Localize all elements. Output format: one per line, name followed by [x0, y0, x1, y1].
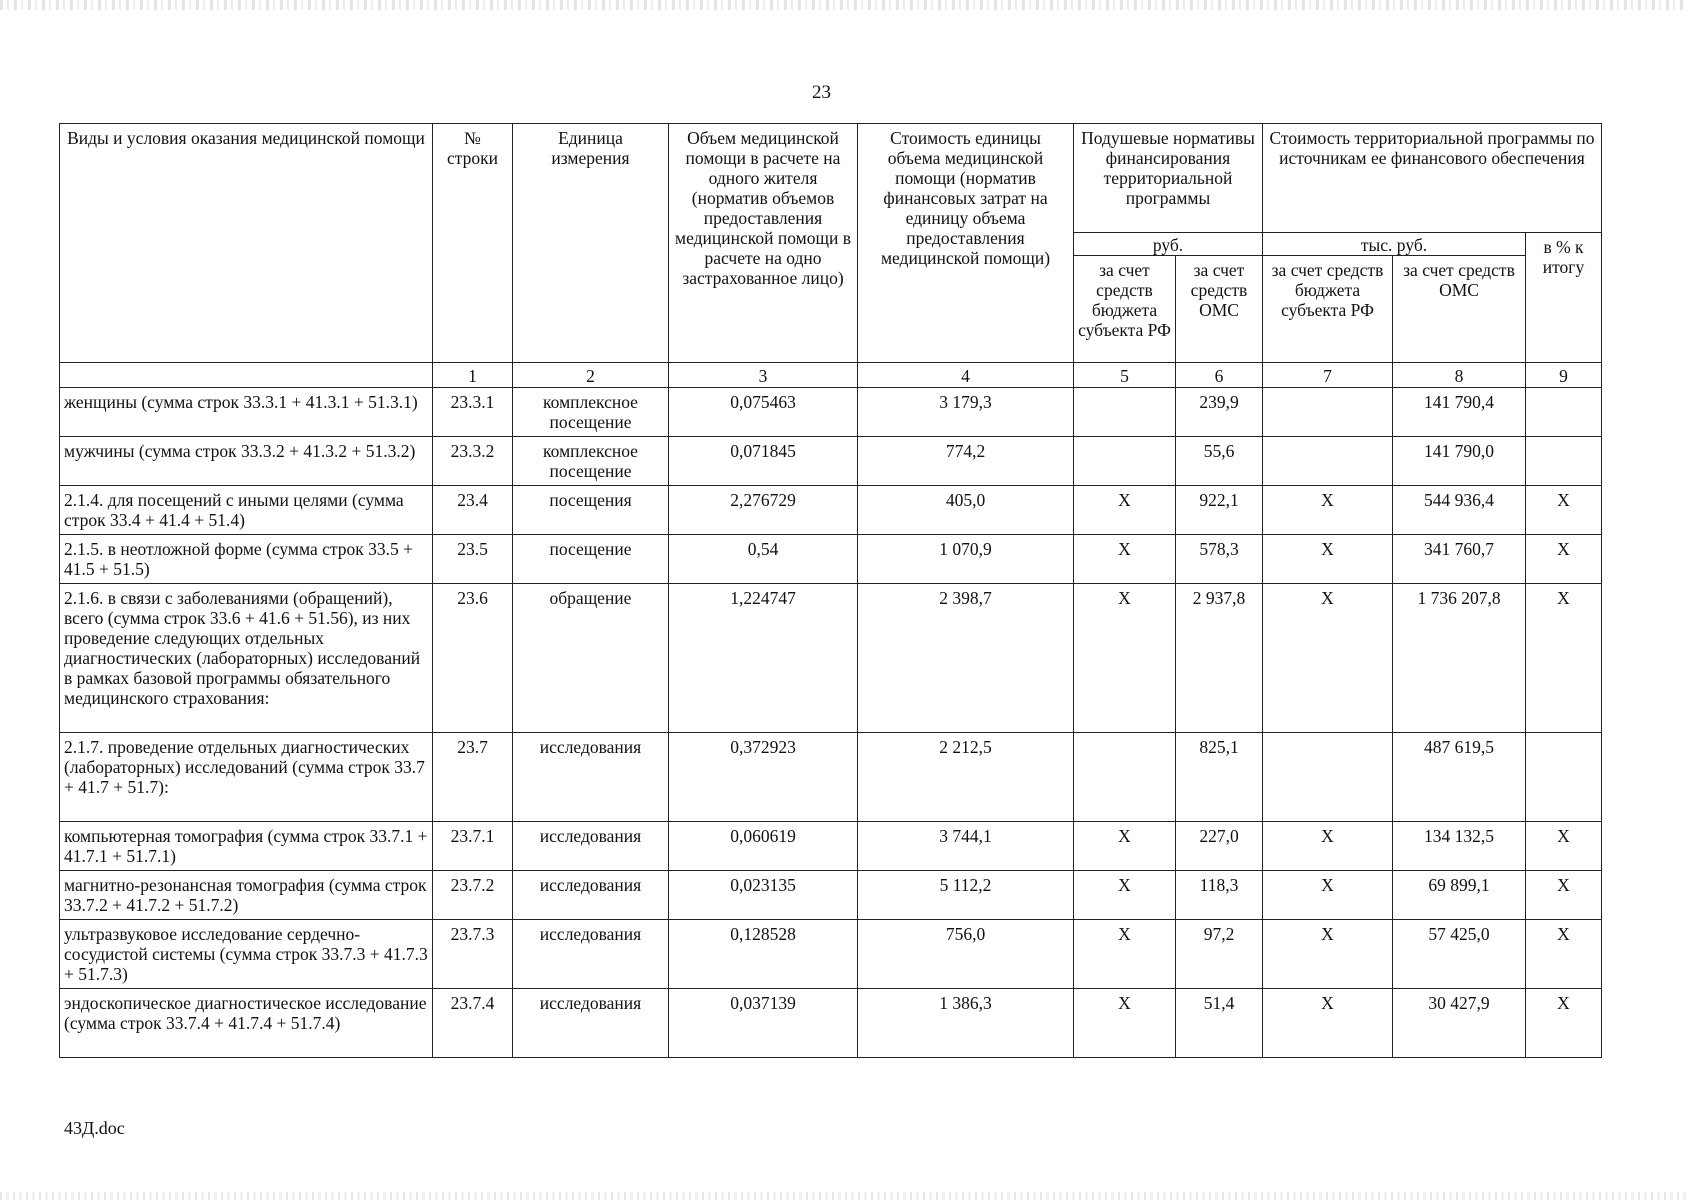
cell-care-type: женщины (сумма строк 33.3.1 + 41.3.1 + 51.3.1) — [60, 388, 433, 437]
cell-volume: 0,060619 — [669, 822, 858, 871]
cell-unit-cost: 756,0 — [858, 920, 1074, 989]
cell-percent: X — [1526, 584, 1602, 733]
header-unit-cost: Стоимость единицы объема медицинской помощи (норматив финансовых затрат на единицу объема предоставления медицинской помощи) — [858, 124, 1074, 363]
cell-unit: исследования — [513, 920, 669, 989]
cell-line: 23.7.3 — [433, 920, 513, 989]
cell-line: 23.4 — [433, 486, 513, 535]
cell-care-type: компьютерная томография (сумма строк 33.7.1 + 41.7.1 + 51.7.1) — [60, 822, 433, 871]
table-row — [60, 535, 1602, 584]
cell-volume: 2,276729 — [669, 486, 858, 535]
cell-line: 23.7 — [433, 733, 513, 822]
cell-budget-total — [1263, 733, 1393, 822]
cell-unit: комплексное посещение — [513, 437, 669, 486]
cell-percent: X — [1526, 989, 1602, 1058]
cell-line: 23.6 — [433, 584, 513, 733]
cell-unit-cost: 774,2 — [858, 437, 1074, 486]
cell-line: 23.7.1 — [433, 822, 513, 871]
cell-care-type: 2.1.4. для посещений с иными целями (сумма строк 33.4 + 41.4 + 51.4) — [60, 486, 433, 535]
cell-budget: X — [1074, 486, 1176, 535]
column-number: 9 — [1526, 363, 1602, 388]
cell-care-type: мужчины (сумма строк 33.3.2 + 41.3.2 + 51.3.2) — [60, 437, 433, 486]
header-thousand-rub: тыс. руб. — [1263, 233, 1526, 256]
cell-oms: 578,3 — [1176, 535, 1263, 584]
column-number: 8 — [1393, 363, 1526, 388]
cell-budget — [1074, 437, 1176, 486]
cell-care-type: 2.1.5. в неотложной форме (сумма строк 33.5 + 41.5 + 51.5) — [60, 535, 433, 584]
header-oms-cost: за счет средств ОМС — [1393, 256, 1526, 363]
cell-unit-cost: 1 070,9 — [858, 535, 1074, 584]
cell-oms: 825,1 — [1176, 733, 1263, 822]
cell-unit: обращение — [513, 584, 669, 733]
header-care-types: Виды и условия оказания медицинской помощи — [60, 124, 433, 363]
header-budget-rf-cost: за счет средств бюджета субъекта РФ — [1263, 256, 1393, 363]
cell-oms-total: 341 760,7 — [1393, 535, 1526, 584]
cell-budget-total — [1263, 437, 1393, 486]
cell-oms: 922,1 — [1176, 486, 1263, 535]
cell-budget: X — [1074, 989, 1176, 1058]
cell-unit-cost: 1 386,3 — [858, 989, 1074, 1058]
cell-percent: X — [1526, 535, 1602, 584]
cell-care-type: 2.1.6. в связи с заболеваниями (обращений), всего (сумма строк 33.6 + 41.6 + 51.56), из них проведение следующих отдельных диагностических (лабораторных) исследований в рамках базовой программы обязательного медицинского страхования: — [60, 584, 433, 733]
cell-line: 23.5 — [433, 535, 513, 584]
column-number-row — [60, 363, 1602, 388]
cell-oms-total: 487 619,5 — [1393, 733, 1526, 822]
cell-unit-cost: 2 212,5 — [858, 733, 1074, 822]
scan-edge-bottom — [0, 1192, 1686, 1200]
cell-budget: X — [1074, 584, 1176, 733]
cell-oms-total: 57 425,0 — [1393, 920, 1526, 989]
header-rub: руб. — [1074, 233, 1263, 256]
cell-unit: посещения — [513, 486, 669, 535]
cell-budget-total: X — [1263, 871, 1393, 920]
cell-budget-total: X — [1263, 535, 1393, 584]
cell-care-type: магнитно-резонансная томография (сумма строк 33.7.2 + 41.7.2 + 51.7.2) — [60, 871, 433, 920]
column-number — [60, 363, 433, 388]
cell-line: 23.3.2 — [433, 437, 513, 486]
column-number: 3 — [669, 363, 858, 388]
scan-edge-top — [0, 0, 1686, 10]
cell-budget: X — [1074, 822, 1176, 871]
cell-percent: X — [1526, 871, 1602, 920]
column-number: 7 — [1263, 363, 1393, 388]
column-number: 2 — [513, 363, 669, 388]
cell-budget: X — [1074, 535, 1176, 584]
cell-unit-cost: 405,0 — [858, 486, 1074, 535]
cell-oms: 227,0 — [1176, 822, 1263, 871]
cell-line: 23.3.1 — [433, 388, 513, 437]
cell-oms-total: 30 427,9 — [1393, 989, 1526, 1058]
cell-budget-total: X — [1263, 920, 1393, 989]
table-row — [60, 388, 1602, 437]
header-per-capita-normatives: Подушевые нормативы финансирования территориальной программы — [1074, 124, 1263, 233]
cell-budget-total: X — [1263, 989, 1393, 1058]
page-number: 23 — [812, 82, 831, 103]
table-row — [60, 437, 1602, 486]
cell-oms-total: 141 790,4 — [1393, 388, 1526, 437]
table-row — [60, 486, 1602, 535]
cell-oms-total: 69 899,1 — [1393, 871, 1526, 920]
cell-care-type: ультразвуковое исследование сердечно-сосудистой системы (сумма строк 33.7.3 + 41.7.3 + 51.7.3) — [60, 920, 433, 989]
table-row — [60, 989, 1602, 1058]
cell-volume: 0,023135 — [669, 871, 858, 920]
cell-percent — [1526, 388, 1602, 437]
column-number: 5 — [1074, 363, 1176, 388]
cell-budget-total: X — [1263, 486, 1393, 535]
table-row — [60, 822, 1602, 871]
table-row — [60, 920, 1602, 989]
header-budget-rf: за счет средств бюджета субъекта РФ — [1074, 256, 1176, 363]
header-percent-total: в % к итогу — [1526, 233, 1602, 363]
cell-oms: 239,9 — [1176, 388, 1263, 437]
cell-oms-total: 1 736 207,8 — [1393, 584, 1526, 733]
cell-unit: исследования — [513, 989, 669, 1058]
header-line-number: № строки — [433, 124, 513, 363]
cell-unit-cost: 3 179,3 — [858, 388, 1074, 437]
cell-line: 23.7.4 — [433, 989, 513, 1058]
cell-unit: исследования — [513, 822, 669, 871]
table-row — [60, 584, 1602, 733]
cell-budget-total — [1263, 388, 1393, 437]
header-oms: за счет средств ОМС — [1176, 256, 1263, 363]
column-number: 1 — [433, 363, 513, 388]
cell-budget-total: X — [1263, 822, 1393, 871]
cell-unit: посещение — [513, 535, 669, 584]
cell-volume: 0,037139 — [669, 989, 858, 1058]
cell-percent: X — [1526, 920, 1602, 989]
cell-care-type: 2.1.7. проведение отдельных диагностических (лабораторных) исследований (сумма строк 33.7 + 41.7 + 51.7): — [60, 733, 433, 822]
cell-line: 23.7.2 — [433, 871, 513, 920]
cell-budget — [1074, 733, 1176, 822]
cell-volume: 0,54 — [669, 535, 858, 584]
cell-oms-total: 134 132,5 — [1393, 822, 1526, 871]
header-volume: Объем медицинской помощи в расчете на одного жителя (норматив объемов предоставления медицинской помощи в расчете на одно застрахованное лицо) — [669, 124, 858, 363]
header-row-1 — [60, 124, 1602, 233]
cell-volume: 0,075463 — [669, 388, 858, 437]
header-program-cost: Стоимость территориальной программы по источникам ее финансового обеспечения — [1263, 124, 1602, 233]
cell-oms-total: 141 790,0 — [1393, 437, 1526, 486]
table-row — [60, 733, 1602, 822]
cell-budget — [1074, 388, 1176, 437]
cell-unit: исследования — [513, 733, 669, 822]
cell-oms: 51,4 — [1176, 989, 1263, 1058]
column-number: 6 — [1176, 363, 1263, 388]
cell-unit: исследования — [513, 871, 669, 920]
cell-oms: 55,6 — [1176, 437, 1263, 486]
cell-budget: X — [1074, 920, 1176, 989]
cell-oms: 2 937,8 — [1176, 584, 1263, 733]
cell-oms-total: 544 936,4 — [1393, 486, 1526, 535]
table-row — [60, 871, 1602, 920]
cell-unit: комплексное посещение — [513, 388, 669, 437]
cell-volume: 0,128528 — [669, 920, 858, 989]
cell-care-type: эндоскопическое диагностическое исследование (сумма строк 33.7.4 + 41.7.4 + 51.7.4) — [60, 989, 433, 1058]
cell-percent — [1526, 733, 1602, 822]
cell-unit-cost: 3 744,1 — [858, 822, 1074, 871]
cell-budget-total: X — [1263, 584, 1393, 733]
cell-unit-cost: 2 398,7 — [858, 584, 1074, 733]
cell-volume: 1,224747 — [669, 584, 858, 733]
cell-oms: 118,3 — [1176, 871, 1263, 920]
medical-care-table — [59, 123, 1602, 1058]
cell-unit-cost: 5 112,2 — [858, 871, 1074, 920]
cell-percent: X — [1526, 486, 1602, 535]
cell-oms: 97,2 — [1176, 920, 1263, 989]
cell-percent: X — [1526, 822, 1602, 871]
document-filename: 43Д.doc — [64, 1118, 125, 1138]
cell-volume: 0,071845 — [669, 437, 858, 486]
cell-volume: 0,372923 — [669, 733, 858, 822]
cell-budget: X — [1074, 871, 1176, 920]
header-unit: Единица измерения — [513, 124, 669, 363]
column-number: 4 — [858, 363, 1074, 388]
cell-percent — [1526, 437, 1602, 486]
